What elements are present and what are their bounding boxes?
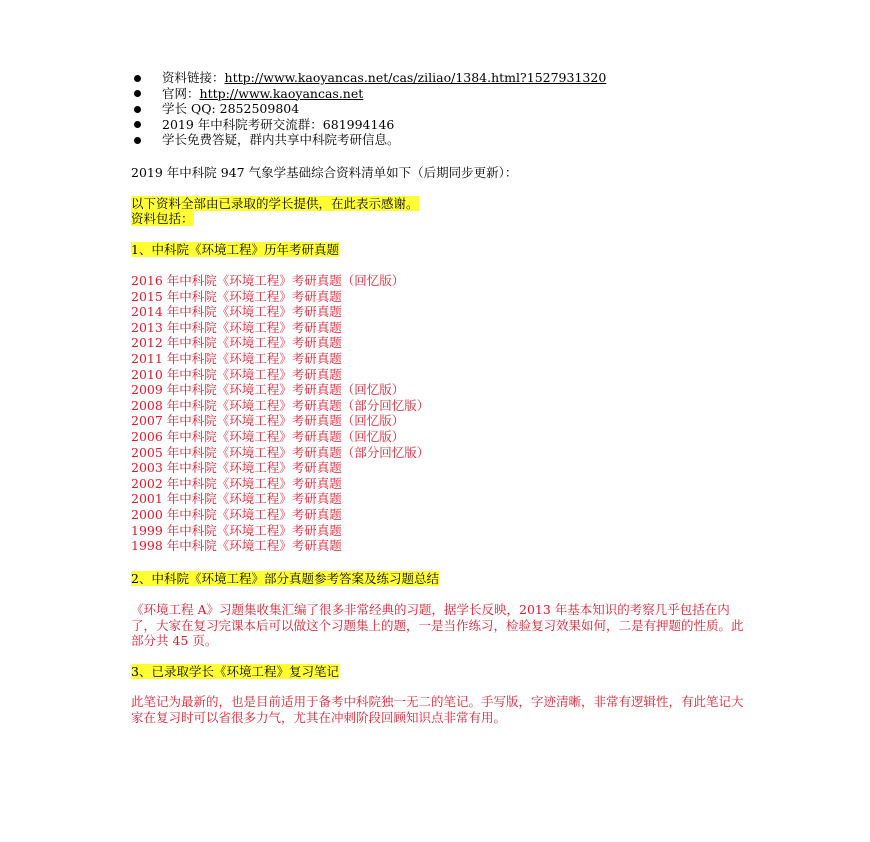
website-label: 官网：: [162, 85, 200, 101]
exam-year-item: 2013 年中科院《环境工程》考研真题: [131, 319, 342, 335]
list-item: [134, 117, 606, 133]
info-list: [134, 70, 606, 148]
exam-year-item: 2010 年中科院《环境工程》考研真题: [131, 366, 342, 382]
qa-text: 学长免费答疑，群内共享中科院考研信息。: [162, 132, 400, 147]
list-item: [134, 132, 606, 148]
exam-year-item: 2011 年中科院《环境工程》考研真题: [131, 350, 342, 366]
bullet-icon: [134, 106, 141, 113]
list-item: [134, 86, 606, 102]
exam-year-item: 2002 年中科院《环境工程》考研真题: [131, 475, 342, 491]
exam-year-item: 2000 年中科院《环境工程》考研真题: [131, 506, 342, 522]
qq-text: 学长 QQ: 2852509804: [162, 101, 300, 116]
section2-title: 2、中科院《环境工程》部分真题参考答案及练习题总结: [131, 571, 439, 586]
bullet-icon: [134, 121, 141, 128]
exam-year-item: 2008 年中科院《环境工程》考研真题（部分回忆版）: [131, 397, 430, 413]
list-item: [134, 70, 606, 86]
exam-year-item: 1999 年中科院《环境工程》考研真题: [131, 522, 342, 538]
group-text: 2019 年中科院考研交流群：681994146: [162, 116, 395, 132]
thanks-line: 以下资料全部由已录取的学长提供，在此表示感谢。: [131, 196, 419, 211]
exam-year-item: 2015 年中科院《环境工程》考研真题: [131, 288, 342, 304]
bullet-icon: [134, 90, 141, 97]
exam-year-item: 2016 年中科院《环境工程》考研真题（回忆版）: [131, 273, 405, 288]
section2-paragraph: 《环境工程 A》习题集收集汇编了很多非常经典的习题，据学长反映，2013 年基本知识的考察几乎包括在内了，大家在复习完课本后可以做这个习题集上的题，一是当作练习，检验复习效果如何，二是有押题的性质。此部分共 45 页。: [131, 602, 744, 649]
exam-year-item: 1998 年中科院《环境工程》考研真题: [131, 538, 342, 554]
link-label: 资料链接：: [162, 70, 225, 85]
exam-year-item: 2007 年中科院《环境工程》考研真题（回忆版）: [131, 413, 405, 429]
bullet-icon: [134, 75, 141, 82]
section3-paragraph: 此笔记为最新的，也是目前适用于备考中科院独一无二的笔记。手写版，字迹清晰，非常有逻辑性，有此笔记大家在复习时可以省很多力气，尤其在冲刺阶段回顾知识点非常有用。: [131, 694, 744, 725]
exam-year-item: 2009 年中科院《环境工程》考研真题（回忆版）: [131, 382, 405, 398]
contents-label: 资料包括：: [131, 211, 194, 226]
exam-year-item: 2003 年中科院《环境工程》考研真题: [131, 460, 342, 476]
exam-year-item: 2006 年中科院《环境工程》考研真题（回忆版）: [131, 428, 405, 444]
exam-year-item: 2001 年中科院《环境工程》考研真题: [131, 491, 342, 507]
exam-year-item: 2012 年中科院《环境工程》考研真题: [131, 335, 342, 351]
section1-title: 1、中科院《环境工程》历年考研真题: [131, 242, 339, 257]
ziliao-link[interactable]: http://www.kaoyancas.net/cas/ziliao/1384.html?1527931320: [224, 70, 607, 85]
exam-year-item: 2014 年中科院《环境工程》考研真题: [131, 304, 342, 320]
exam-year-list: [131, 273, 429, 554]
website-link[interactable]: http://www.kaoyancas.net: [199, 85, 364, 101]
list-item: [134, 101, 606, 117]
bullet-icon: [134, 137, 141, 144]
section3-title: 3、已录取学长《环境工程》复习笔记: [131, 664, 339, 679]
exam-year-item: 2005 年中科院《环境工程》考研真题（部分回忆版）: [131, 444, 430, 460]
intro-text: 2019 年中科院 947 气象学基础综合资料清单如下（后期同步更新）：: [131, 165, 518, 180]
